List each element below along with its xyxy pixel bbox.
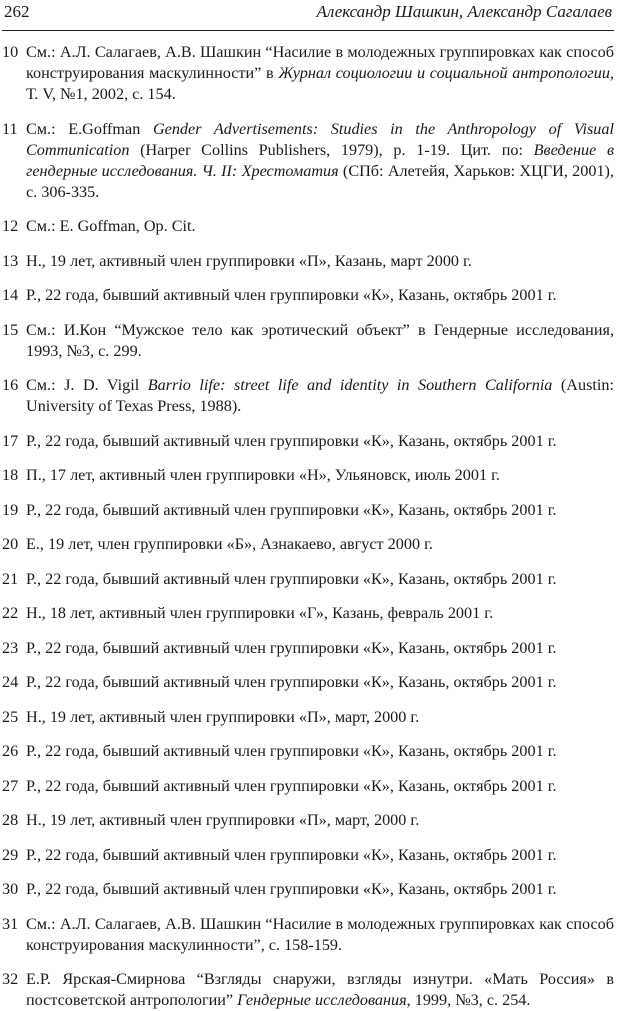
footnote-segment: Н., 18 лет, активный член группировки «Г», Казань, февраль 2001 г. — [26, 604, 494, 622]
footnote-segment: Р., 22 года, бывший активный член группировки «К», Казань, октябрь 2001 г. — [26, 880, 557, 898]
footnote — [2, 251, 614, 272]
footnote-number: 22 — [2, 604, 19, 622]
footnote-text — [26, 776, 614, 797]
footnote-text — [26, 969, 614, 1011]
footnote-segment: См.: E. Goffman, Op. Cit. — [26, 217, 196, 235]
footnote-number: 10 — [2, 43, 19, 61]
footnote-number: 14 — [2, 286, 19, 304]
footnote — [2, 320, 614, 362]
footnote-number: 25 — [2, 707, 19, 726]
footnote — [2, 465, 614, 486]
footnote-text — [26, 845, 614, 866]
footnote — [2, 638, 614, 659]
footnote-segment: Т. V, №1, 2002, с. 154. — [26, 85, 176, 103]
footnote-segment: См.: А.Л. Салагаев, А.В. Шашкин “Насилие в молодежных группировках как способ конструирования маскулинности”, с. 158-159. — [26, 914, 614, 954]
footnote-segment: Н., 19 лет, активный член группировки «П», март, 2000 г. — [26, 811, 420, 829]
footnote-number: 27 — [2, 776, 19, 795]
footnote — [2, 776, 614, 797]
footnote-text — [26, 707, 614, 728]
running-title: Александр Шашкин, Александр Сагалаев — [316, 2, 612, 21]
footnote-number: 26 — [2, 742, 19, 760]
footnote-text — [26, 879, 614, 900]
footnote-segment: См.: И.Кон “Мужское тело как эротический объект” в Гендерные исследования, 1993, №3, с. 299. — [26, 320, 614, 360]
footnote-segment: Р., 22 года, бывший активный член группировки «К», Казань, октябрь 2001 г. — [26, 776, 557, 795]
footnote-number: 19 — [2, 500, 19, 519]
footnote-text — [26, 534, 614, 555]
footnote-text — [26, 603, 614, 624]
footnote-segment: Е., 19 лет, член группировки «Б», Азнакаево, август 2000 г. — [26, 535, 433, 553]
footnote-number: 12 — [2, 217, 19, 235]
footnote — [2, 42, 614, 105]
footnote — [2, 672, 614, 693]
footnote-number: 31 — [2, 914, 19, 933]
footnote-number: 28 — [2, 811, 19, 829]
footnote-text — [26, 569, 614, 590]
footnote-number: 24 — [2, 673, 19, 691]
footnote-text — [26, 119, 614, 203]
footnote — [2, 914, 614, 956]
footnote — [2, 119, 614, 203]
footnote-number: 16 — [2, 376, 19, 394]
footnote-segment: См.: J. D. Vigil — [26, 376, 148, 394]
footnote — [2, 216, 614, 237]
footnote-segment: , 1999, №3, с. 254. — [406, 991, 531, 1009]
footnote-text — [26, 638, 614, 659]
footnote-text — [26, 42, 614, 105]
footnote-segment: Р., 22 года, бывший активный член группировки «К», Казань, октябрь 2001 г. — [26, 845, 557, 864]
footnote-segment: Р., 22 года, бывший активный член группировки «К», Казань, октябрь 2001 г. — [26, 500, 557, 519]
footnote — [2, 285, 614, 306]
footnote — [2, 810, 614, 831]
footnote-italic-segment: Введение в гендерные исследования. Ч. II: Хрестоматия — [26, 140, 614, 180]
footnote-segment: Р., 22 года, бывший активный член группировки «К», Казань, октябрь 2001 г. — [26, 286, 557, 304]
footnote-segment: Р., 22 года, бывший активный член группировки «К», Казань, октябрь 2001 г. — [26, 638, 557, 657]
footnote-segment: См.: А.Л. Салагаев, А.В. Шашкин “Насилие в молодежных группировках как способ конструирования маскулинности” в — [26, 43, 614, 82]
footnote-italic-segment: Журнал социологии и социальной антропологии, — [278, 64, 614, 82]
page-number: 262 — [4, 2, 30, 21]
page-header — [2, 0, 614, 31]
footnote — [2, 569, 614, 590]
footnote-segment: (СПб: Алетейя, Харьков: ХЦГИ, 2001), с. 306-335. — [26, 161, 614, 201]
footnote-number: 18 — [2, 466, 19, 484]
footnote-segment: Р., 22 года, бывший активный член группировки «К», Казань, октябрь 2001 г. — [26, 742, 557, 760]
footnote-number: 20 — [2, 535, 19, 553]
footnote-number: 15 — [2, 320, 19, 339]
footnote-segment: Е.Р. Ярская-Смирнова “Взгляды снаружи, взгляды изнутри. «Мать Россия» в постсоветской антропологии” — [26, 970, 614, 1009]
footnote-number: 11 — [2, 119, 18, 138]
footnote-number: 23 — [2, 638, 19, 657]
footnote-text — [26, 216, 614, 237]
footnote-italic-segment: Gender Advertisements: Studies in the Anthropology of Visual Communication — [26, 119, 614, 159]
footnote-number: 32 — [2, 970, 19, 988]
footnote-text — [26, 741, 614, 762]
footnote-text — [26, 914, 614, 956]
footnote — [2, 845, 614, 866]
footnote-text — [26, 500, 614, 521]
footnote-text — [26, 431, 614, 452]
footnote — [2, 741, 614, 762]
footnote-text — [26, 672, 614, 693]
footnote — [2, 969, 614, 1011]
footnote-number: 13 — [2, 251, 19, 270]
footnote-segment: См.: E.Goffman — [26, 119, 153, 138]
footnote — [2, 375, 614, 417]
footnote-text — [26, 810, 614, 831]
footnote-italic-segment: Barrio life: street life and identity in Southern California — [147, 376, 553, 394]
footnote — [2, 500, 614, 521]
footnote-number: 21 — [2, 569, 19, 588]
footnote-number: 29 — [2, 845, 19, 864]
footnote-text — [26, 285, 614, 306]
footnote-text — [26, 375, 614, 417]
footnote-segment: П., 17 лет, активный член группировки «Н», Ульяновск, июль 2001 г. — [26, 466, 500, 484]
footnote — [2, 431, 614, 452]
footnote-segment: (Harper Collins Publishers, 1979), p. 1-19. Цит. по: — [129, 140, 534, 159]
footnote-number: 17 — [2, 431, 19, 450]
footnote-segment: (Austin: University of Texas Press, 1988). — [26, 376, 614, 415]
footnote-segment: Н., 19 лет, активный член группировки «П», Казань, март 2000 г. — [26, 251, 472, 270]
footnote — [2, 534, 614, 555]
footnote-number: 30 — [2, 880, 19, 898]
footnote-segment: Р., 22 года, бывший активный член группировки «К», Казань, октябрь 2001 г. — [26, 569, 557, 588]
footnote-italic-segment: Гендерные исследования — [237, 991, 407, 1009]
footnotes-list — [2, 42, 614, 1011]
footnote — [2, 603, 614, 624]
footnote-segment: Р., 22 года, бывший активный член группировки «К», Казань, октябрь 2001 г. — [26, 431, 557, 450]
footnote-segment: Н., 19 лет, активный член группировки «П», март, 2000 г. — [26, 707, 420, 726]
footnote — [2, 879, 614, 900]
footnote-segment: Р., 22 года, бывший активный член группировки «К», Казань, октябрь 2001 г. — [26, 673, 557, 691]
footnote-text — [26, 251, 614, 272]
footnote-text — [26, 320, 614, 362]
footnote — [2, 707, 614, 728]
footnote-text — [26, 465, 614, 486]
